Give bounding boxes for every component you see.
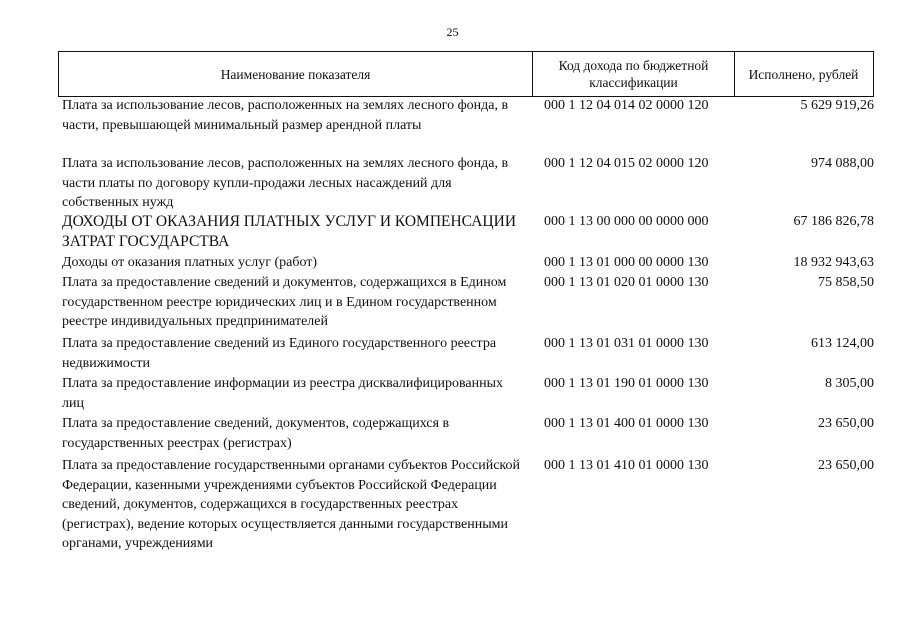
row-income-code: 000 1 13 01 400 01 0000 130	[544, 416, 709, 431]
header-code-column: Код дохода по бюджетной классификации	[533, 52, 735, 96]
row-income-code: 000 1 13 01 020 01 0000 130	[544, 275, 709, 290]
table-header	[58, 51, 874, 97]
table-row	[62, 273, 874, 334]
row-indicator-name: Плата за предоставление сведений и документов, содержащихся в Едином государственном реестре юридических лиц и в Едином государственном реестре индивидуальных предпринимателей	[62, 275, 507, 329]
row-income-code: 000 1 13 01 410 01 0000 130	[544, 458, 709, 473]
table-row	[62, 96, 874, 154]
row-indicator-name: Плата за предоставление информации из реестра дисквалифицированных лиц	[62, 376, 503, 411]
row-indicator-name: Плата за предоставление сведений из Единого государственного реестра недвижимости	[62, 336, 497, 371]
table-row	[62, 456, 874, 554]
row-income-code: 000 1 12 04 015 02 0000 120	[544, 156, 709, 171]
row-income-code: 000 1 13 01 000 00 0000 130	[544, 255, 709, 270]
row-indicator-name: Плата за предоставление сведений, документов, содержащихся в государственных реестрах (регистрах)	[62, 416, 450, 451]
row-executed-amount: 613 124,00	[811, 336, 874, 351]
row-executed-amount: 5 629 919,26	[800, 98, 874, 113]
row-executed-amount: 18 932 943,63	[793, 255, 874, 270]
row-executed-amount: 974 088,00	[811, 156, 874, 171]
table-row	[62, 334, 874, 374]
page-number: 25	[446, 25, 459, 39]
table-row	[62, 154, 874, 212]
row-income-code: 000 1 13 00 000 00 0000 000	[544, 214, 709, 229]
row-executed-amount: 23 650,00	[818, 458, 874, 473]
row-indicator-name: ДОХОДЫ ОТ ОКАЗАНИЯ ПЛАТНЫХ УСЛУГ И КОМПЕНСАЦИИ ЗАТРАТ ГОСУДАРСТВА	[62, 213, 517, 250]
row-indicator-name: Плата за предоставление государственными органами субъектов Российской Федерации, казенными учреждениями субъектов Российской Федерации сведений, документов, содержащихся в государственных реестрах (регистрах), ведение которых осуществляется данными государственными органами, учреждениями	[62, 458, 521, 551]
table-row	[62, 374, 874, 414]
row-income-code: 000 1 13 01 190 01 0000 130	[544, 376, 709, 391]
row-executed-amount: 8 305,00	[825, 376, 874, 391]
row-executed-amount: 23 650,00	[818, 416, 874, 431]
row-executed-amount: 67 186 826,78	[793, 214, 874, 229]
table-row	[62, 212, 874, 253]
row-income-code: 000 1 12 04 014 02 0000 120	[544, 98, 709, 113]
table-body	[62, 96, 874, 554]
row-executed-amount: 75 858,50	[818, 275, 874, 290]
table-row	[62, 253, 874, 273]
table-row	[62, 414, 874, 456]
row-income-code: 000 1 13 01 031 01 0000 130	[544, 336, 709, 351]
header-name-column: Наименование показателя	[59, 52, 533, 96]
header-amount-column: Исполнено, рублей	[748, 66, 859, 82]
row-indicator-name: Плата за использование лесов, расположенных на землях лесного фонда, в части, превышающей минимальный размер арендной платы	[62, 98, 509, 133]
row-indicator-name: Доходы от оказания платных услуг (работ)	[62, 255, 318, 270]
row-indicator-name: Плата за использование лесов, расположенных на землях лесного фонда, в части платы по договору купли-продажи лесных насаждений для собственных нужд	[62, 156, 509, 210]
